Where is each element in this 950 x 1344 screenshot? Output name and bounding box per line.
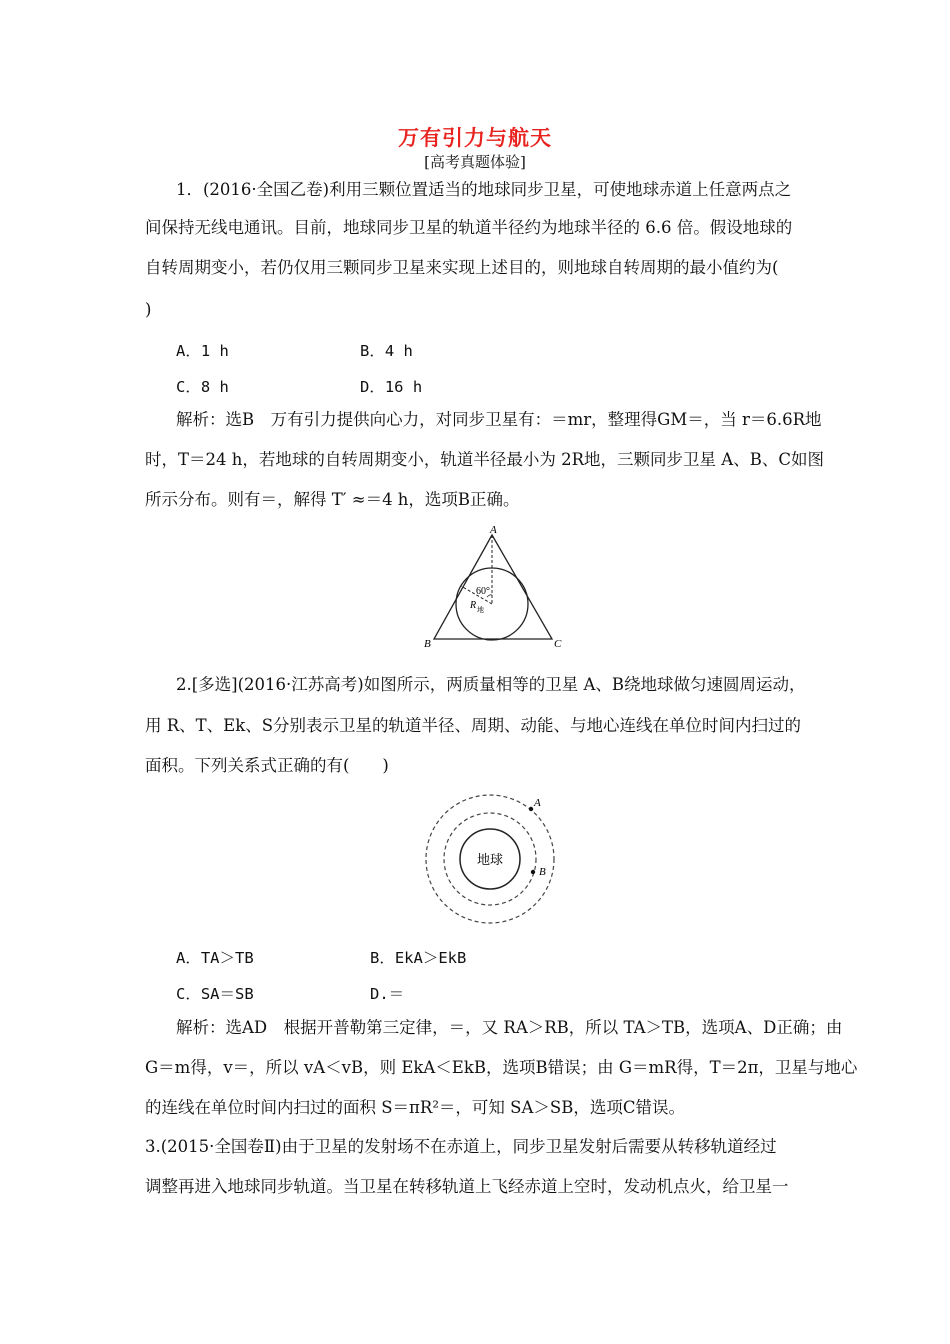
- q2-analysis-2: G＝m得，v＝，所以 vA＜vB，则 EkA＜EkB，选项B错误；由 G＝mR得，T＝2π，卫星与地心: [145, 1058, 858, 1077]
- satellite-a-label: A: [534, 797, 541, 809]
- label-radius-sub: 地: [477, 606, 484, 614]
- label-a: A: [490, 524, 497, 536]
- label-c: C: [554, 638, 562, 650]
- q1-option-c: C．8 h: [176, 378, 229, 396]
- earth-label: 地球: [477, 852, 504, 867]
- q2-line-3: 面积。下列关系式正确的有( ): [145, 756, 389, 775]
- satellite-b-label: B: [539, 866, 546, 878]
- q2-option-b: B．EkA＞EkB: [370, 949, 467, 967]
- triangle-orbit-figure: [415, 522, 575, 654]
- orbit-figure: [418, 790, 568, 925]
- page-subtitle: [高考真题体验]: [424, 153, 526, 171]
- q1-line-3: 自转周期变小，若仍仅用三颗同步卫星来实现上述目的，则地球自转周期的最小值约为(: [145, 258, 779, 277]
- q2-option-a: A．TA＞TB: [176, 949, 254, 967]
- q1-analysis-3: 所示分布。则有＝，解得 T′ ≈＝4 h，选项B正确。: [145, 490, 520, 509]
- q3-line-2: 调整再进入地球同步轨道。当卫星在转移轨道上飞经赤道上空时，发动机点火，给卫星一: [145, 1177, 789, 1196]
- label-angle: 60°: [476, 586, 490, 597]
- label-radius: R: [470, 600, 477, 611]
- q2-option-c: C．SA＝SB: [176, 985, 254, 1003]
- q2-line-1: 2.[多选](2016·江苏高考)如图所示，两质量相等的卫星 A、B绕地球做匀速圆周运动，: [176, 675, 806, 694]
- q1-line-1: 1．(2016·全国乙卷)利用三颗位置适当的地球同步卫星，可使地球赤道上任意两点之: [176, 180, 792, 199]
- q3-line-1: 3.(2015·全国卷Ⅱ)由于卫星的发射场不在赤道上，同步卫星发射后需要从转移轨道经过: [145, 1137, 777, 1156]
- q2-line-2: 用 R、T、Ek、S分别表示卫星的轨道半径、周期、动能、与地心连线在单位时间内扫过的: [145, 716, 802, 735]
- q2-analysis-1: 解析：选AD 根据开普勒第三定律，＝，又 RA＞RB，所以 TA＞TB，选项A、D正确；由: [176, 1018, 843, 1037]
- q1-option-b: B．4 h: [360, 342, 413, 360]
- q1-option-d: D．16 h: [360, 378, 423, 396]
- q1-analysis-1: 解析：选B 万有引力提供向心力，对同步卫星有：＝mr，整理得GM＝，当 r＝6.6R地: [176, 410, 822, 429]
- q2-analysis-3: 的连线在单位时间内扫过的面积 S＝πR²＝，可知 SA＞SB，选项C错误。: [145, 1098, 685, 1117]
- q2-option-d: D.＝: [370, 985, 405, 1003]
- label-b: B: [424, 638, 431, 650]
- q1-line-4: ): [145, 300, 152, 319]
- q1-analysis-2: 时，T＝24 h，若地球的自转周期变小，轨道半径最小为 2R地，三颗同步卫星 A、B、C如图: [145, 450, 824, 469]
- page-title: 万有引力与航天: [398, 125, 552, 150]
- q1-line-2: 间保持无线电通讯。目前，地球同步卫星的轨道半径约为地球半径的 6.6 倍。假设地球的: [145, 218, 793, 237]
- q1-option-a: A．1 h: [176, 342, 229, 360]
